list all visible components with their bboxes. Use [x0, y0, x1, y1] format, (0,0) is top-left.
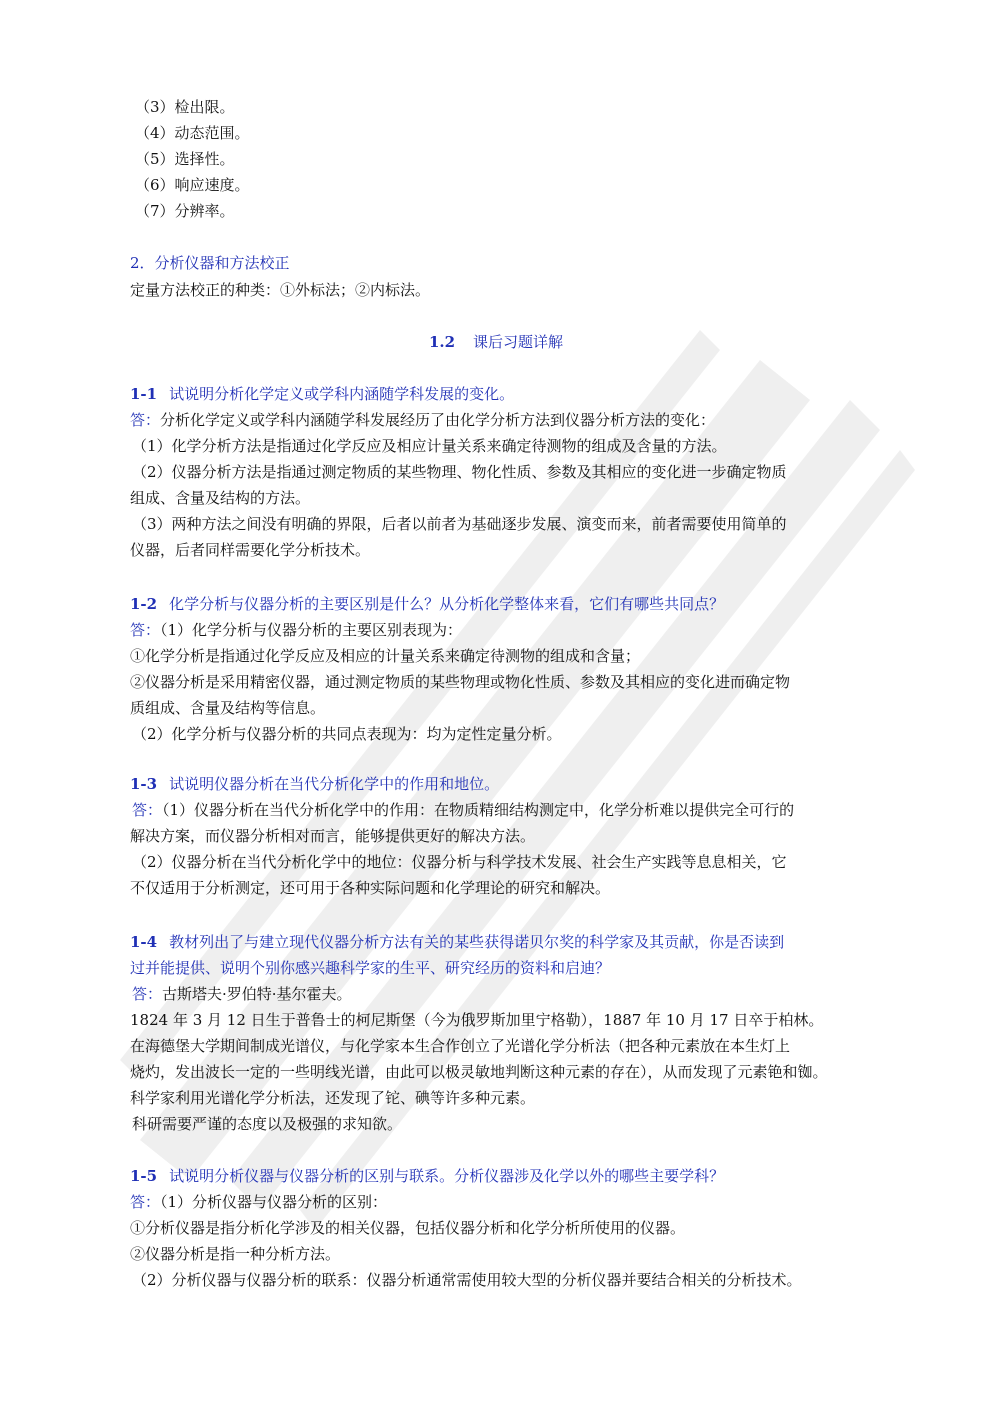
question-1-1	[130, 382, 910, 406]
answer-paragraph: （1）化学分析方法是指通过化学反应及相应计量关系来确定待测物的组成及含量的方法。	[132, 437, 727, 455]
answer-label: 答：	[132, 801, 163, 819]
question-1-3	[130, 772, 910, 796]
answer-paragraph: 科学家利用光谱化学分析法，还发现了铊、碘等许多种元素。	[130, 1089, 536, 1107]
question-text: 试说明分析仪器与仪器分析的区别与联系。分析仪器涉及化学以外的哪些主要学科？	[169, 1167, 725, 1185]
answer-text: （1）化学分析与仪器分析的主要区别表现为：	[160, 621, 463, 639]
answer-paragraph: ②仪器分析是采用精密仪器，通过测定物质的某些物理或物化性质、参数及其相应的变化进而确定物	[130, 673, 791, 691]
answer-paragraph: 1824 年 3 月 12 日生于普鲁士的柯尼斯堡（今为俄罗斯加里宁格勒），1887 年 10 月 17 日卒于柏林。	[130, 1011, 824, 1029]
answer-line	[130, 618, 910, 642]
answer-paragraph: 解决方案，而仪器分析相对而言，能够提供更好的解决方法。	[130, 827, 536, 845]
section-title-text: 课后习题详解	[473, 333, 564, 351]
answer-paragraph: （2）仪器分析在当代分析化学中的地位：仪器分析与科学技术发展、社会生产实践等息息相关，它	[132, 853, 787, 871]
answer-paragraph: 科研需要严谨的态度以及极强的求知欲。	[132, 1115, 403, 1133]
question-text: 试说明分析化学定义或学科内涵随学科发展的变化。	[169, 385, 515, 403]
question-1-2	[130, 592, 910, 616]
question-number: 1-2	[130, 595, 158, 613]
answer-label: 答：	[132, 985, 163, 1003]
answer-label: 答：	[130, 411, 161, 429]
question-text: 教材列出了与建立现代仪器分析方法有关的某些获得诺贝尔奖的科学家及其贡献，你是否读到	[169, 933, 785, 951]
question-1-5	[130, 1164, 910, 1188]
answer-paragraph: 质组成、含量及结构等信息。	[130, 699, 326, 717]
answer-paragraph: 在海德堡大学期间制成光谱仪，与化学家本生合作创立了光谱化学分析法（把各种元素放在本生灯上	[130, 1037, 791, 1055]
question-number: 1-4	[130, 933, 158, 951]
list-item: （4）动态范围。	[135, 124, 250, 142]
answer-label: 答：	[130, 621, 161, 639]
question-text-cont: 过并能提供、说明个别你感兴趣科学家的生平、研究经历的资料和启迪？	[130, 959, 611, 977]
question-text: 化学分析与仪器分析的主要区别是什么？从分析化学整体来看，它们有哪些共同点？	[169, 595, 725, 613]
answer-text: （1）仪器分析在当代分析化学中的作用：在物质精细结构测定中，化学分析难以提供完全可行的	[162, 801, 795, 819]
list-item: （7）分辨率。	[135, 202, 235, 220]
answer-line	[132, 982, 912, 1006]
question-number: 1-1	[130, 385, 158, 403]
answer-text: （1）分析仪器与仪器分析的区别：	[160, 1193, 388, 1211]
list-item: （3）检出限。	[135, 98, 235, 116]
answer-paragraph: （2）分析仪器与仪器分析的联系：仪器分析通常需使用较大型的分析仪器并要结合相关的分析技术。	[132, 1271, 802, 1289]
answer-paragraph: 不仅适用于分析测定，还可用于各种实际问题和化学理论的研究和解决。	[130, 879, 611, 897]
answer-paragraph: ①分析仪器是指分析化学涉及的相关仪器，包括仪器分析和化学分析所使用的仪器。	[130, 1219, 686, 1237]
question-number: 1-5	[130, 1167, 158, 1185]
answer-line	[130, 1190, 910, 1214]
question-1-4	[130, 930, 910, 954]
answer-paragraph: 仪器，后者同样需要化学分析技术。	[130, 541, 371, 559]
answer-paragraph: （2）化学分析与仪器分析的共同点表现为：均为定性定量分析。	[132, 725, 562, 743]
answer-text: 古斯塔夫·罗伯特·基尔霍夫。	[162, 985, 352, 1003]
answer-paragraph: ①化学分析是指通过化学反应及相应的计量关系来确定待测物的组成和含量；	[130, 647, 641, 665]
answer-intro	[130, 408, 910, 432]
list-item: （5）选择性。	[135, 150, 235, 168]
question-number: 1-3	[130, 775, 158, 793]
calibration-heading: 2．分析仪器和方法校正	[130, 254, 290, 272]
answer-paragraph: ②仪器分析是指一种分析方法。	[130, 1245, 341, 1263]
answer-line	[132, 798, 912, 822]
answer-paragraph: （3）两种方法之间没有明确的界限，后者以前者为基础逐步发展、演变而来，前者需要使用简单的	[132, 515, 787, 533]
answer-paragraph: 烧灼，发出波长一定的一些明线光谱，由此可以极灵敏地判断这种元素的存在），从而发现了元素铯和铷。	[130, 1063, 828, 1081]
answer-text: 分析化学定义或学科内涵随学科发展经历了由化学分析方法到仪器分析方法的变化：	[160, 411, 716, 429]
answer-label: 答：	[130, 1193, 161, 1211]
section-title	[0, 330, 992, 354]
answer-paragraph: （2）仪器分析方法是指通过测定物质的某些物理、物化性质、参数及其相应的变化进一步确定物质	[132, 463, 787, 481]
list-item: （6）响应速度。	[135, 176, 250, 194]
section-number: 1.2	[428, 333, 456, 351]
answer-paragraph: 组成、含量及结构的方法。	[130, 489, 311, 507]
question-text: 试说明仪器分析在当代分析化学中的作用和地位。	[169, 775, 500, 793]
calibration-text: 定量方法校正的种类：①外标法；②内标法。	[130, 281, 431, 299]
